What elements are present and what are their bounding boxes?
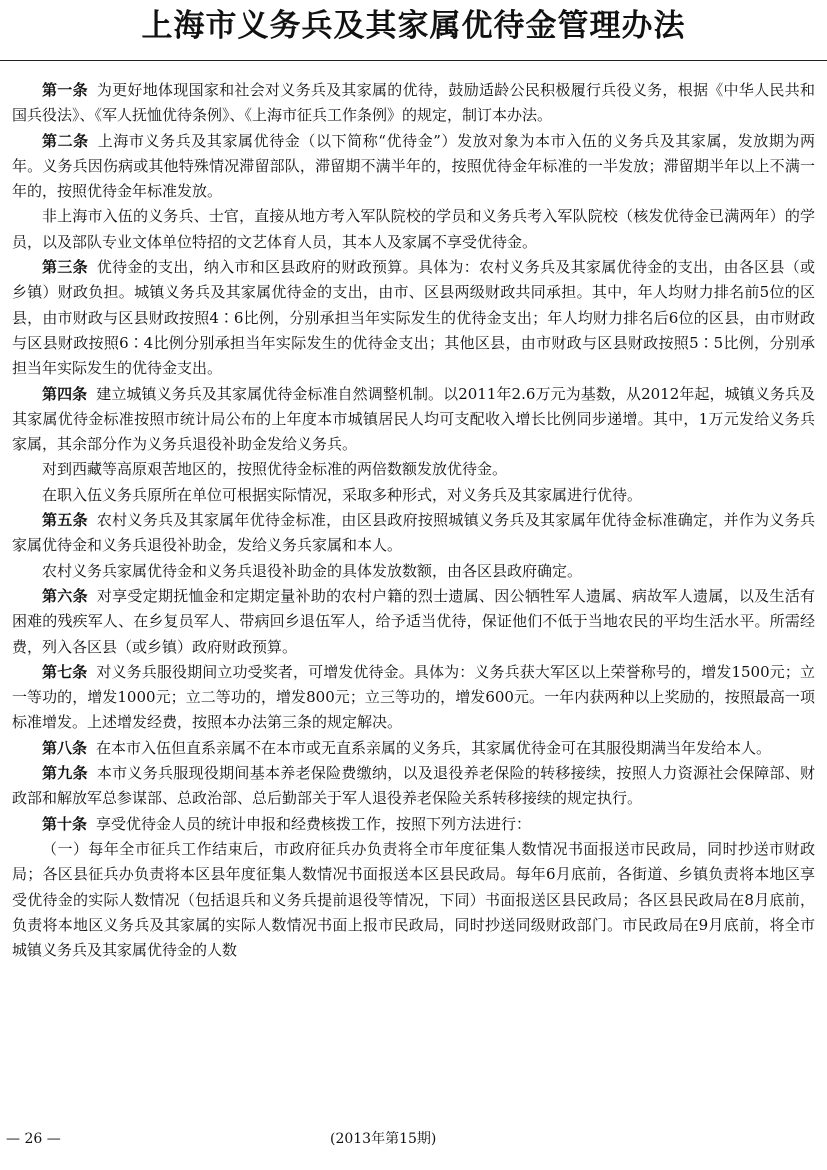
article-label: 第十条 xyxy=(42,814,88,833)
paragraph-article-9 xyxy=(12,761,815,812)
article-label: 第七条 xyxy=(42,662,88,681)
article-label: 第三条 xyxy=(42,258,88,277)
paragraph-text: 对到西藏等高原艰苦地区的，按照优待金标准的两倍数额发放优待金。 xyxy=(42,460,508,479)
article-label: 第九条 xyxy=(42,764,88,783)
issue-label: (2013年第15期) xyxy=(330,1131,437,1147)
paragraph-article-2 xyxy=(12,129,815,205)
paragraph-text: 非上海市入伍的义务兵、士官，直接从地方考入军队院校的学员和义务兵考入军队院校（核发优待金已满两年）的学员，以及部队专业文体单位特招的文艺体育人员，其本人及家属不享受优待金。 xyxy=(12,207,815,251)
paragraph-text: 在职入伍义务兵原所在单位可根据实际情况，采取多种形式，对义务兵及其家属进行优待。 xyxy=(42,485,643,504)
paragraph-article-8 xyxy=(12,736,815,761)
page-number: — 26 — xyxy=(6,1131,61,1147)
paragraph xyxy=(12,483,815,508)
paragraph-text: 农村义务兵家属优待金和义务兵退役补助金的具体发放数额，由各区县政府确定。 xyxy=(42,561,583,580)
paragraph-text: 建立城镇义务兵及其家属优待金标准自然调整机制。以2011年2.6万元为基数，从2012年起，城镇义务兵及其家属优待金标准按照市统计局公布的上年度本市城镇居民人均可支配收入增长比例同步递增。其中，1万元发给义务兵家属，其余部分作为义务兵退役补助金发给义务兵。 xyxy=(12,384,815,454)
paragraph-text: 在本市入伍但直系亲属不在本市或无直系亲属的义务兵，其家属优待金可在其服役期满当年发给本人。 xyxy=(96,738,772,757)
paragraph xyxy=(12,204,815,255)
paragraph-article-1 xyxy=(12,78,815,129)
article-label: 第一条 xyxy=(42,81,88,99)
paragraph-text: 为更好地体现国家和社会对义务兵及其家属的优待，鼓励适龄公民积极履行兵役义务，根据《中华人民共和国兵役法》、《军人抚恤优待条例》、《上海市征兵工作条例》的规定，制订本办法。 xyxy=(12,81,815,125)
paragraph-article-3 xyxy=(12,255,815,381)
paragraph-text: 对义务兵服役期间立功受奖者，可增发优待金。具体为：义务兵获大军区以上荣誉称号的，增发1500元；立一等功的，增发1000元；立二等功的，增发800元；立三等功的，增发600元。一年内获两种以上奖励的，按照最高一项标准增发。上述增发经费，按照本办法第三条的规定解决。 xyxy=(12,662,815,732)
paragraph-text: 本市义务兵服现役期间基本养老保险费缴纳，以及退役养老保险的转移接续，按照人力资源社会保障部、财政部和解放军总参谋部、总政治部、总后勤部关于军人退役养老保险关系转移接续的规定执行。 xyxy=(12,764,815,808)
article-label: 第二条 xyxy=(42,131,89,150)
paragraph-article-10 xyxy=(12,812,815,837)
article-label: 第四条 xyxy=(42,384,88,403)
article-label: 第五条 xyxy=(42,511,88,530)
paragraph-text: （一）每年全市征兵工作结束后，市政府征兵办负责将全市年度征集人数情况书面报送市民政局，同时抄送市财政局；各区县征兵办负责将本区县年度征集人数情况书面报送本区县民政局。每年6月底前，各街道、乡镇负责将本地区享受优待金的实际人数情况（包括退兵和义务兵提前退役等情况，下同）书面报送区县民政局；各区县民政局在8月底前，负责将本地区义务兵及其家属的实际人数情况书面上报市民政局，同时抄送同级财政部门。市民政局在9月底前，将全市城镇义务兵及其家属优待金的人数 xyxy=(12,839,815,960)
article-label: 第六条 xyxy=(42,586,88,605)
title-divider xyxy=(0,60,827,61)
paragraph-article-6 xyxy=(12,584,815,660)
paragraph xyxy=(12,457,815,482)
paragraph-text: 享受优待金人员的统计申报和经费核拨工作，按照下列方法进行： xyxy=(96,814,532,833)
page-footer xyxy=(0,1127,827,1151)
article-label: 第八条 xyxy=(42,738,88,757)
paragraph-article-4 xyxy=(12,382,815,458)
paragraph-item-1 xyxy=(12,837,815,963)
paragraph-text: 对享受定期抚恤金和定期定量补助的农村户籍的烈士遗属、因公牺牲军人遗属、病故军人遗属，以及生活有困难的残疾军人、在乡复员军人、带病回乡退伍军人，给予适当优待，保证他们不低于当地农民的平均生活水平。所需经费，列入各区县（或乡镇）政府财政预算。 xyxy=(12,586,815,656)
paragraph-text: 上海市义务兵及其家属优待金（以下简称“优待金”）发放对象为本市入伍的义务兵及其家属，发放期为两年。义务兵因伤病或其他特殊情况滞留部队，滞留期不满半年的，按照优待金年标准的一半发放；滞留期半年以上不满一年的，按照优待金年标准发放。 xyxy=(12,131,815,201)
document-body xyxy=(12,78,815,963)
paragraph xyxy=(12,559,815,584)
document-title: 上海市义务兵及其家属优待金管理办法 xyxy=(141,8,686,44)
paragraph-text: 农村义务兵及其家属年优待金标准，由区县政府按照城镇义务兵及其家属年优待金标准确定，并作为义务兵家属优待金和义务兵退役补助金，发给义务兵家属和本人。 xyxy=(12,511,815,555)
paragraph-article-5 xyxy=(12,508,815,559)
paragraph-text: 优待金的支出，纳入市和区县政府的财政预算。具体为：农村义务兵及其家属优待金的支出，由各区县（或乡镇）财政负担。城镇义务兵及其家属优待金的支出，由市、区县两级财政共同承担。其中，年人均财力排名前5位的区县，由市财政与区县财政按照4∶6比例，分别承担当年实际发生的优待金支出；年人均财力排名后6位的区县，由市财政与区县财政按照6∶4比例分别承担当年实际发生的优待金支出；其他区县，由市财政与区县财政按照5∶5比例，分别承担当年实际发生的优待金支出。 xyxy=(12,258,815,378)
paragraph-article-7 xyxy=(12,660,815,736)
